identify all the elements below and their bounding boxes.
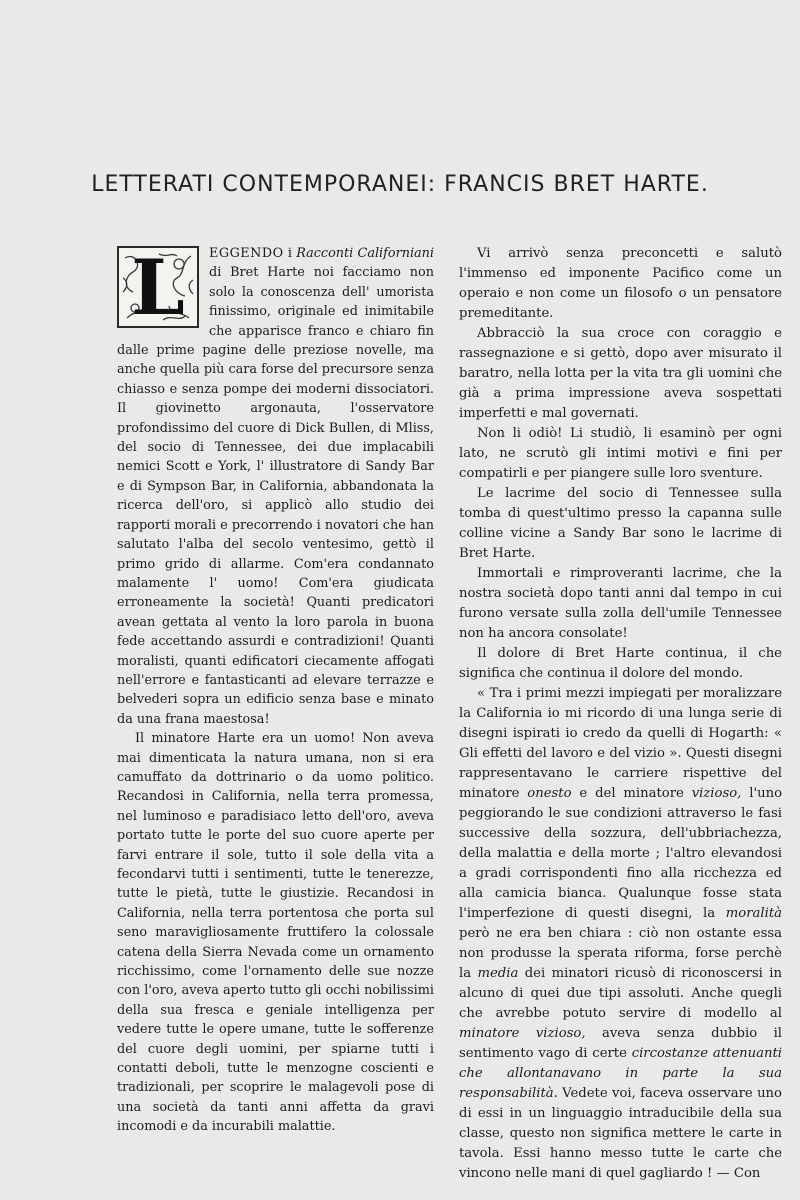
ornamental-drop-cap (117, 246, 199, 328)
right-column (459, 244, 782, 1184)
paragraph: « Tra i primi mezzi impiegati per moralizzare la California io mi ricordo di una lunga serie di disegni ispirati io credo da quelli di Hogarth: « Gli effetti del lavoro e del vizio ». Questi disegni rappresentavano le carriere rispettive del minatore onesto e del minatore vizioso, l'uno peggiorando le sue condizioni attraverso le fasi successive della sozzura, dell'ubbriachezza, della malattia e della morte ; l'altro elevandosi a gradi corrispondenti fino alla ricchezza ed alla camicia bianca. Qualunque fosse stata l'imperfezione di questi disegni, la moralità però ne era ben chiara : ciò non ostante essa non produsse la sperata riforma, forse perchè la media dei minatori ricusò di riconoscersi in alcuno di quei due tipi assoluti. Anche quegli che avrebbe potuto servire di modello al minatore vizioso, aveva senza dubbio il sentimento vago di certe circostanze attenuanti che allontanavano in parte la sua responsabilità. Vedete voi, faceva osservare uno di essi in un linguaggio intraducibile della sua classe, questo non significa mettere le carte in tavola. Essi hanno messo tutte le carte che vincono nelle mani di quel gagliardo ! — Con (459, 686, 783, 1181)
drop-cap-letter: L (131, 246, 185, 328)
page-title: LETTERATI CONTEMPORANEI: FRANCIS BRET HARTE. (91, 172, 709, 197)
book-title: Racconti Californiani (296, 246, 434, 261)
paragraph: Il minatore Harte era un uomo! Non aveva mai dimenticata la natura umana, non si era camuffato da dottrinario o da uomo politico. Recandosi in California, nella terra promessa, nel luminoso e paradisiaco letto dell'oro, aveva portato tutte le porte del suo cuore aperte per farvi entrare il sole, tutto il sole della vita a fecondarvi tutti i sentimenti, tutte le tenerezze, tutte le pietà, tutte le giustizie. Recandosi in California, nella terra portentosa che porta sul seno maravigliosamente fruttifero la colossale catena della Sierra Nevada come un ornamento ricchissimo, come l'ornamento delle sue nozze con l'oro, aveva aperto tutto gli occhi nobilissimi della sua fresca e geniale intelligenza per vedere tutte le opere umane, tutte le sofferenze del cuore degli uomini, per spiarne tutti i contatti deboli, tutte le menzogne coscienti e tradizionali, per scoprire le malagevoli pose di una società da tanti anni affetta da gravi incomodi e da incurabili malattie. (117, 731, 434, 1135)
lead-word: EGGENDO (209, 246, 284, 261)
paragraph: Vi arrivò senza preconcetti e salutò l'immenso ed imponente Pacifico come un operaio e non come un filosofo o un pensatore premeditante. (459, 246, 782, 321)
paragraph: Immortali e rimproveranti lacrime, che la nostra società dopo tanti anni dal tempo in cui furono versate sulla zolla dell'umile Tennessee non ha ancora consolate! (459, 566, 782, 641)
paragraph: Le lacrime del socio di Tennessee sulla tomba di quest'ultimo presso la capanna sulle colline vicine a Sandy Bar sono le lacrime di Bret Harte. (459, 486, 782, 561)
paragraph: Il dolore di Bret Harte continua, il che significa che continua il dolore del mondo. (459, 646, 782, 681)
paragraph: Abbracciò la sua croce con coraggio e rassegnazione e si gettò, dopo aver misurato il baratro, nella lotta per la vita tra gli uomini che già a prima impressione aveva sospettati imperfetti e mal governati. (459, 326, 782, 421)
left-column (117, 244, 434, 1137)
paragraph: L EGGENDO i Racconti Californiani di Bret Harte noi facciamo non solo la conoscenza dell' umorista finissimo, originale ed inimitabile che apparisce franco e chiaro fin dalle prime pagine delle preziose novelle, ma anche quella più cara forse del precursore senza chiasso e senza pompe dei moderni dissociatori. Il giovinetto argonauta, l'osservatore profondissimo del cuore di Dick Bullen, di Mliss, del socio di Tennessee, dei due implacabili nemici Scott e York, l' illustratore di Sandy Bar e di Sympson Bar, in California, abbandonata la ricerca dell'oro, si applicò allo studio dei rapporti morali e precorrendo i novatori che han salutato l'alba del secolo ventesimo, gettò il primo grido di allarme. Com'era condannato malamente l' uomo! Com'era giudicata erroneamente la società! Quanti predicatori avean gettata al vento la loro parola in buona fede accettando assurdi e contradizioni! Quanti moralisti, quanti edificatori ciecamente affogati nell'errore e fantasticanti ad elevare terrazze e belvederi sopra un edificio senza base e minato da una frana maestosa! (117, 246, 434, 727)
paragraph: Non li odiò! Li studiò, li esaminò per ogni lato, ne scrutò gli intimi motivi e fini per compatirli e per piangere sulle loro sventure. (459, 426, 782, 481)
